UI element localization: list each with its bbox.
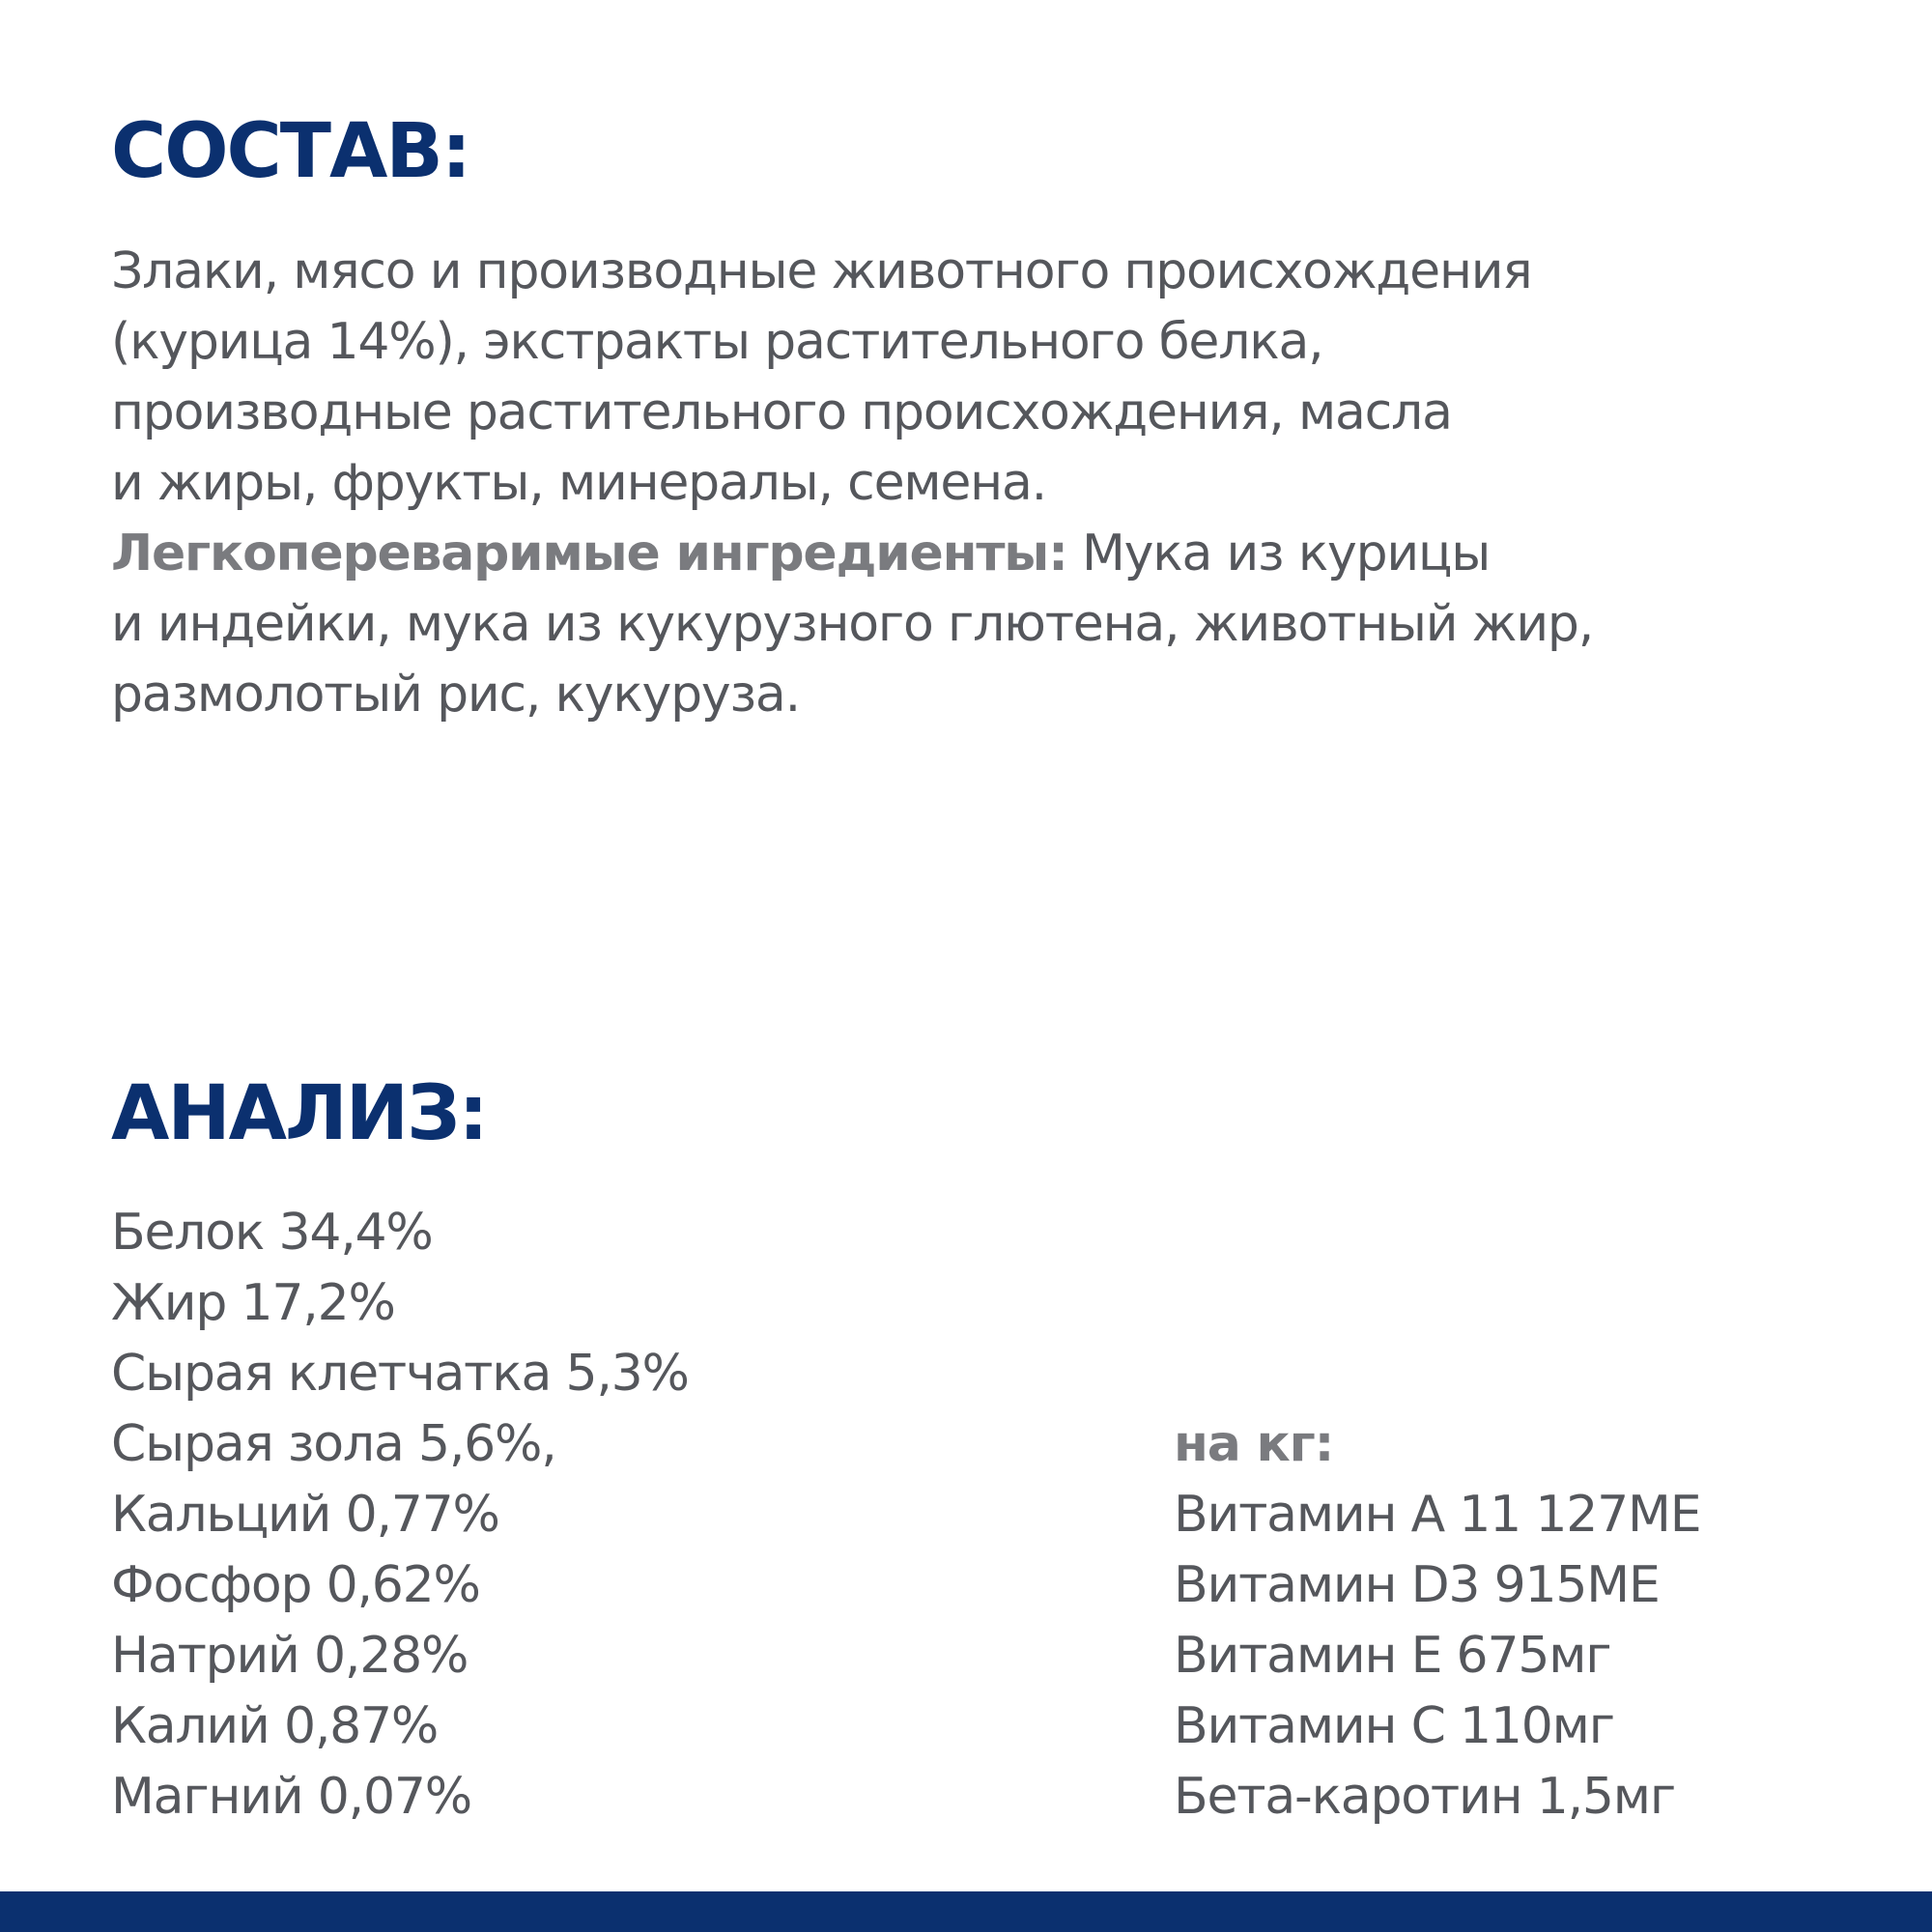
analysis-item: Магний 0,07% xyxy=(111,1768,471,1826)
per-kg-label: на кг: xyxy=(1174,1415,1334,1473)
analysis-item: Фосфор 0,62% xyxy=(111,1556,480,1614)
analysis-list xyxy=(111,1198,689,1833)
composition-text xyxy=(111,237,1850,730)
vitamins-list xyxy=(1174,1409,1700,1833)
analysis-item: Кальций 0,77% xyxy=(111,1486,499,1544)
vitamin-item: Витамин А 11 127МЕ xyxy=(1174,1486,1701,1544)
analysis-item: Натрий 0,28% xyxy=(111,1627,469,1685)
analysis-item: Сырая клетчатка 5,3% xyxy=(111,1345,689,1403)
digestible-ingredients-line xyxy=(111,519,1850,589)
composition-line: и жиры, фрукты, минералы, семена. xyxy=(111,454,1046,512)
composition-line: Злаки, мясо и производные животного происхождения xyxy=(111,242,1532,300)
footer-bar xyxy=(0,1891,1932,1932)
analysis-item: Жир 17,2% xyxy=(111,1274,395,1332)
analysis-item: Калий 0,87% xyxy=(111,1697,439,1755)
composition-line: (курица 14%), экстракты растительного белка, xyxy=(111,313,1323,371)
analysis-heading: АНАЛИЗ: xyxy=(111,1070,487,1157)
vitamin-item: Витамин D3 915МЕ xyxy=(1174,1556,1660,1614)
composition-line: размолотый рис, кукуруза. xyxy=(111,666,800,724)
vitamin-item: Витамин Е 675мг xyxy=(1174,1627,1611,1685)
analysis-item: Сырая зола 5,6%, xyxy=(111,1415,556,1473)
composition-heading: СОСТАВ: xyxy=(111,108,470,195)
vitamin-item: Витамин С 110мг xyxy=(1174,1697,1614,1755)
composition-line: и индейки, мука из кукурузного глютена, животный жир, xyxy=(111,595,1594,653)
vitamin-item: Бета-каротин 1,5мг xyxy=(1174,1768,1675,1826)
analysis-item: Белок 34,4% xyxy=(111,1204,433,1262)
digestible-ingredients-text: Мука из курицы xyxy=(1066,525,1491,582)
composition-line: производные растительного происхождения, масла xyxy=(111,384,1452,441)
digestible-ingredients-label: Легкопереваримые ингредиенты: xyxy=(111,525,1067,582)
